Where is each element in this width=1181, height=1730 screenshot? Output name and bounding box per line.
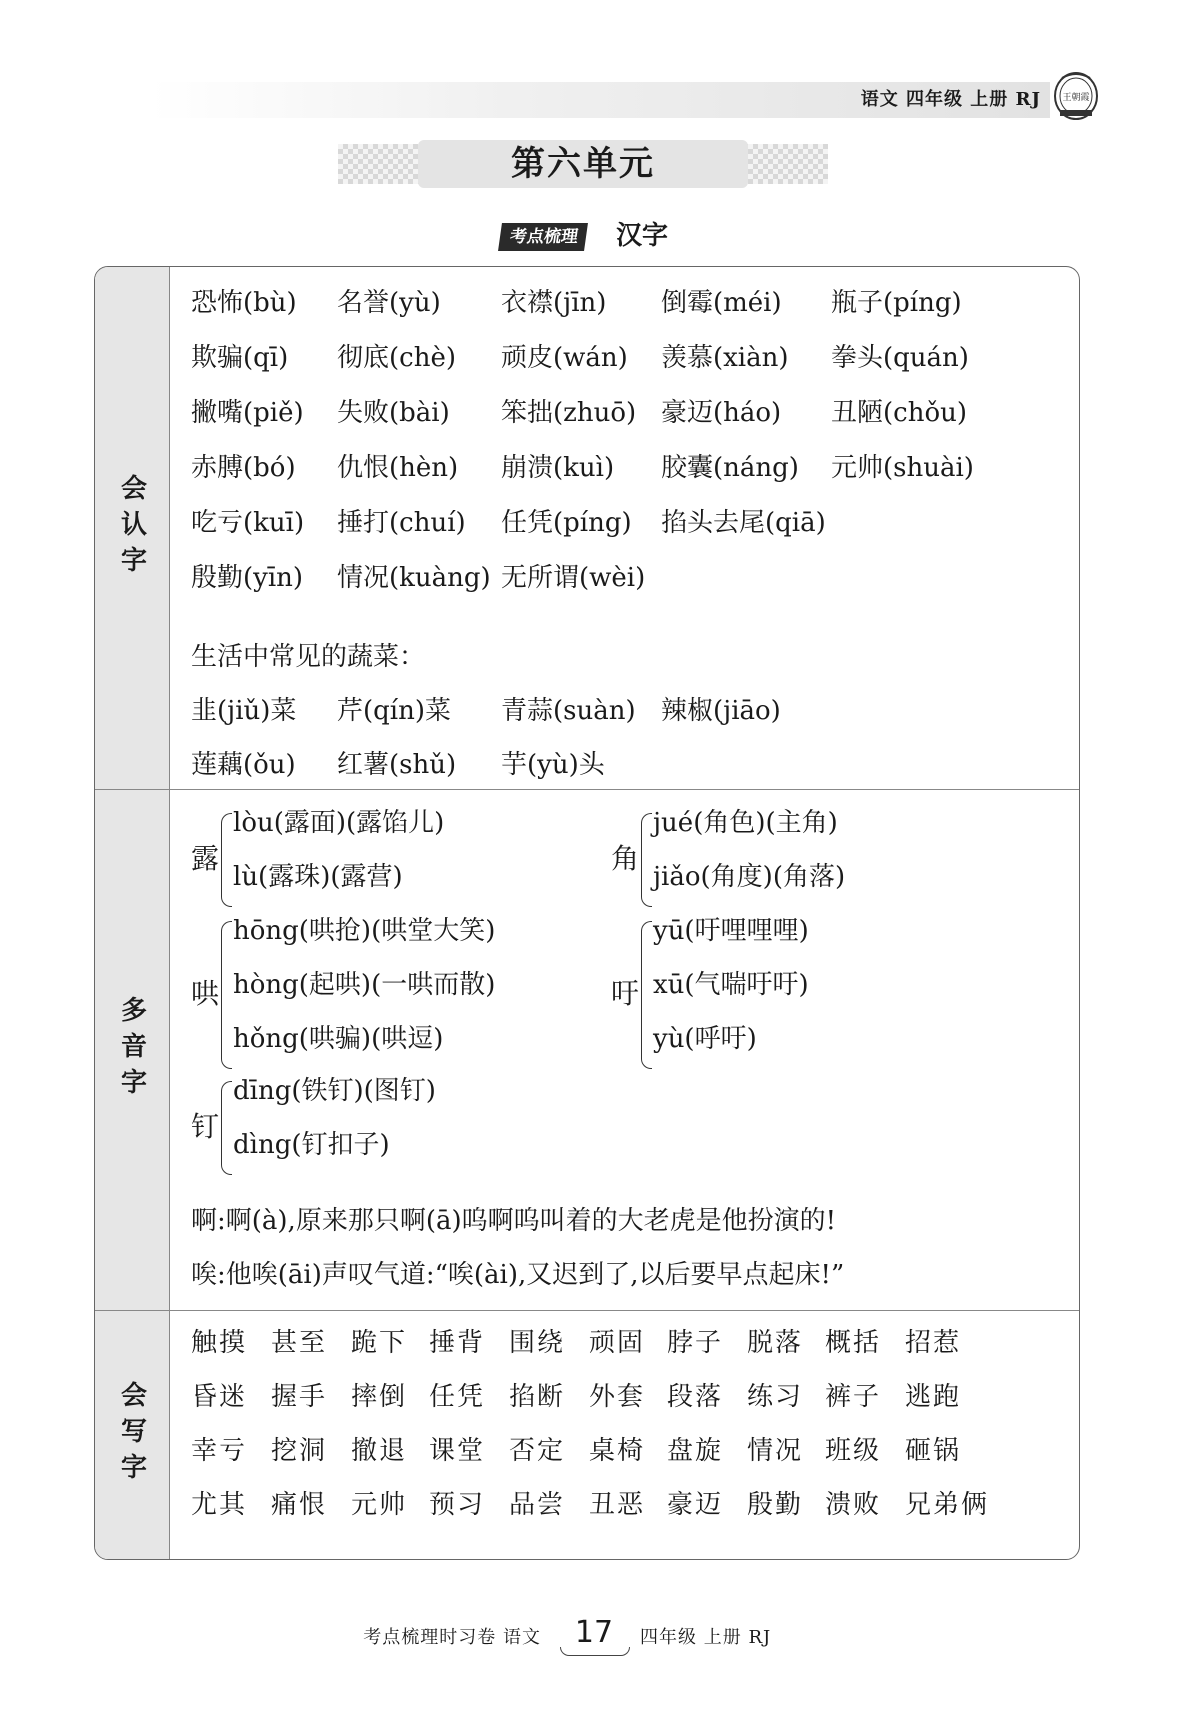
recognize-word: 羡慕(xiàn) bbox=[661, 343, 789, 373]
vegetable-word: 莲藕(ǒu) bbox=[191, 750, 296, 780]
write-word: 脱落 bbox=[747, 1328, 804, 1358]
section-title: 汉字 bbox=[616, 221, 669, 251]
brace-icon bbox=[221, 1081, 232, 1175]
write-word: 溃败 bbox=[825, 1490, 882, 1520]
brace-icon bbox=[641, 921, 652, 1069]
polyphonic-reading: yù(呼吁) bbox=[653, 1024, 757, 1054]
write-word: 握手 bbox=[271, 1382, 328, 1412]
polyphonic-reading: xū(气喘吁吁) bbox=[653, 970, 809, 1000]
write-word: 撤退 bbox=[351, 1436, 408, 1466]
write-word: 任凭 bbox=[429, 1382, 486, 1412]
publisher-logo bbox=[1052, 70, 1100, 122]
write-word: 否定 bbox=[509, 1436, 566, 1466]
polyphonic-char: 露 bbox=[191, 842, 220, 875]
write-word: 幸亏 bbox=[191, 1436, 248, 1466]
recognize-word: 胶囊(náng) bbox=[661, 453, 799, 483]
recognize-word: 捶打(chuí) bbox=[337, 508, 466, 538]
svg-text:王朝霞: 王朝霞 bbox=[1062, 93, 1090, 103]
write-word: 外套 bbox=[589, 1382, 646, 1412]
label-recognize: 会认字 bbox=[95, 267, 170, 789]
write-word: 预习 bbox=[429, 1490, 486, 1520]
write-word: 课堂 bbox=[429, 1436, 486, 1466]
polyphonic-reading: hòng(起哄)(一哄而散) bbox=[233, 970, 496, 1000]
section-divider bbox=[95, 1310, 1079, 1311]
page-number: 17 bbox=[574, 1615, 614, 1650]
polyphonic-reading: dīng(铁钉)(图钉) bbox=[233, 1076, 436, 1106]
write-word: 逃跑 bbox=[905, 1382, 962, 1412]
write-word: 捶背 bbox=[429, 1328, 486, 1358]
write-word: 桌椅 bbox=[589, 1436, 646, 1466]
vegetable-word: 芹(qín)菜 bbox=[337, 696, 451, 726]
vegetables-title: 生活中常见的蔬菜： bbox=[191, 642, 426, 672]
recognize-word: 顽皮(wán) bbox=[501, 343, 628, 373]
recognize-word: 吃亏(kuī) bbox=[191, 508, 305, 538]
recognize-word: 仇恨(hèn) bbox=[337, 453, 459, 483]
write-word: 脖子 bbox=[667, 1328, 724, 1358]
footer-right: 四年级 上册 RJ bbox=[640, 1627, 772, 1648]
write-word: 裤子 bbox=[825, 1382, 882, 1412]
polyphonic-reading: lòu(露面)(露馅儿) bbox=[233, 808, 445, 838]
write-word: 甚至 bbox=[271, 1328, 328, 1358]
sentence-ai: 唉:他唉(āi)声叹气道:“唉(ài),又迟到了,以后要早点起床!” bbox=[191, 1260, 845, 1290]
section-divider bbox=[95, 789, 1079, 790]
vegetable-word: 辣椒(jiāo) bbox=[661, 696, 781, 726]
polyphonic-char: 哄 bbox=[191, 977, 220, 1010]
recognize-word: 倒霉(méi) bbox=[661, 288, 782, 318]
section-tag: 考点梳理 bbox=[498, 223, 588, 251]
recognize-word: 衣襟(jīn) bbox=[501, 288, 607, 318]
write-word: 挖洞 bbox=[271, 1436, 328, 1466]
write-word: 练习 bbox=[747, 1382, 804, 1412]
polyphonic-reading: yū(吁哩哩哩) bbox=[653, 916, 809, 946]
vegetable-word: 红薯(shǔ) bbox=[337, 750, 457, 780]
recognize-word: 撇嘴(piě) bbox=[191, 398, 304, 428]
write-word: 殷勤 bbox=[747, 1490, 804, 1520]
recognize-word: 掐头去尾(qiā) bbox=[661, 508, 826, 538]
vegetable-word: 韭(jiǔ)菜 bbox=[191, 696, 297, 726]
write-word: 摔倒 bbox=[351, 1382, 408, 1412]
footer-left: 考点梳理时习卷 语文 bbox=[363, 1627, 541, 1648]
write-word: 品尝 bbox=[509, 1490, 566, 1520]
write-word: 班级 bbox=[825, 1436, 882, 1466]
write-word: 昏迷 bbox=[191, 1382, 248, 1412]
polyphonic-char: 角 bbox=[611, 842, 640, 875]
recognize-word: 恐怖(bù) bbox=[191, 288, 297, 318]
recognize-word: 殷勤(yīn) bbox=[191, 563, 304, 593]
recognize-word: 无所谓(wèi) bbox=[501, 563, 646, 593]
vegetable-word: 青蒜(suàn) bbox=[501, 696, 636, 726]
write-word: 触摸 bbox=[191, 1328, 248, 1358]
recognize-word: 笨拙(zhuō) bbox=[501, 398, 637, 428]
recognize-word: 任凭(píng) bbox=[501, 508, 632, 538]
write-word: 概括 bbox=[825, 1328, 882, 1358]
recognize-word: 名誉(yù) bbox=[337, 288, 441, 318]
write-word: 掐断 bbox=[509, 1382, 566, 1412]
write-word: 兄弟俩 bbox=[905, 1490, 990, 1520]
recognize-word: 瓶子(píng) bbox=[831, 288, 962, 318]
recognize-word: 拳头(quán) bbox=[831, 343, 969, 373]
book-icon bbox=[560, 1647, 630, 1656]
write-word: 围绕 bbox=[509, 1328, 566, 1358]
recognize-word: 情况(kuàng) bbox=[337, 563, 491, 593]
write-word: 砸锅 bbox=[905, 1436, 962, 1466]
write-word: 尤其 bbox=[191, 1490, 248, 1520]
recognize-word: 豪迈(háo) bbox=[661, 398, 782, 428]
polyphonic-reading: hǒng(哄骗)(哄逗) bbox=[233, 1024, 444, 1054]
polyphonic-reading: hōng(哄抢)(哄堂大笑) bbox=[233, 916, 496, 946]
polyphonic-char: 钉 bbox=[191, 1110, 220, 1143]
header-title: 语文 四年级 上册 RJ bbox=[860, 89, 1041, 110]
recognize-word: 彻底(chè) bbox=[337, 343, 456, 373]
polyphonic-reading: jiǎo(角度)(角落) bbox=[653, 862, 846, 892]
write-word: 段落 bbox=[667, 1382, 724, 1412]
recognize-word: 赤膊(bó) bbox=[191, 453, 296, 483]
polyphonic-reading: lù(露珠)(露营) bbox=[233, 862, 403, 892]
write-word: 顽固 bbox=[589, 1328, 646, 1358]
recognize-word: 欺骗(qī) bbox=[191, 343, 289, 373]
content-table bbox=[94, 266, 1080, 1560]
unit-banner bbox=[338, 140, 828, 188]
recognize-word: 失败(bài) bbox=[337, 398, 450, 428]
write-word: 丑恶 bbox=[589, 1490, 646, 1520]
brace-icon bbox=[221, 921, 232, 1069]
brace-icon bbox=[641, 813, 652, 907]
polyphonic-reading: jué(角色)(主角) bbox=[653, 808, 838, 838]
recognize-word: 丑陋(chǒu) bbox=[831, 398, 967, 428]
sentence-a: 啊:啊(à),原来那只啊(ā)呜啊呜叫着的大老虎是他扮演的! bbox=[191, 1206, 837, 1236]
write-word: 豪迈 bbox=[667, 1490, 724, 1520]
unit-title: 第六单元 bbox=[511, 144, 655, 184]
polyphonic-char: 吁 bbox=[611, 977, 640, 1010]
polyphonic-reading: dìng(钉扣子) bbox=[233, 1130, 390, 1160]
recognize-word: 元帅(shuài) bbox=[831, 453, 974, 483]
footer bbox=[0, 1617, 1181, 1657]
write-word: 招惹 bbox=[905, 1328, 962, 1358]
write-word: 痛恨 bbox=[271, 1490, 328, 1520]
brace-icon bbox=[221, 813, 232, 907]
vegetable-word: 芋(yù)头 bbox=[501, 750, 605, 780]
label-write: 会写字 bbox=[95, 1311, 170, 1559]
label-polyphonic: 多音字 bbox=[95, 790, 170, 1310]
write-word: 情况 bbox=[747, 1436, 804, 1466]
recognize-word: 崩溃(kuì) bbox=[501, 453, 615, 483]
write-word: 元帅 bbox=[351, 1490, 408, 1520]
write-word: 跪下 bbox=[351, 1328, 408, 1358]
write-word: 盘旋 bbox=[667, 1436, 724, 1466]
